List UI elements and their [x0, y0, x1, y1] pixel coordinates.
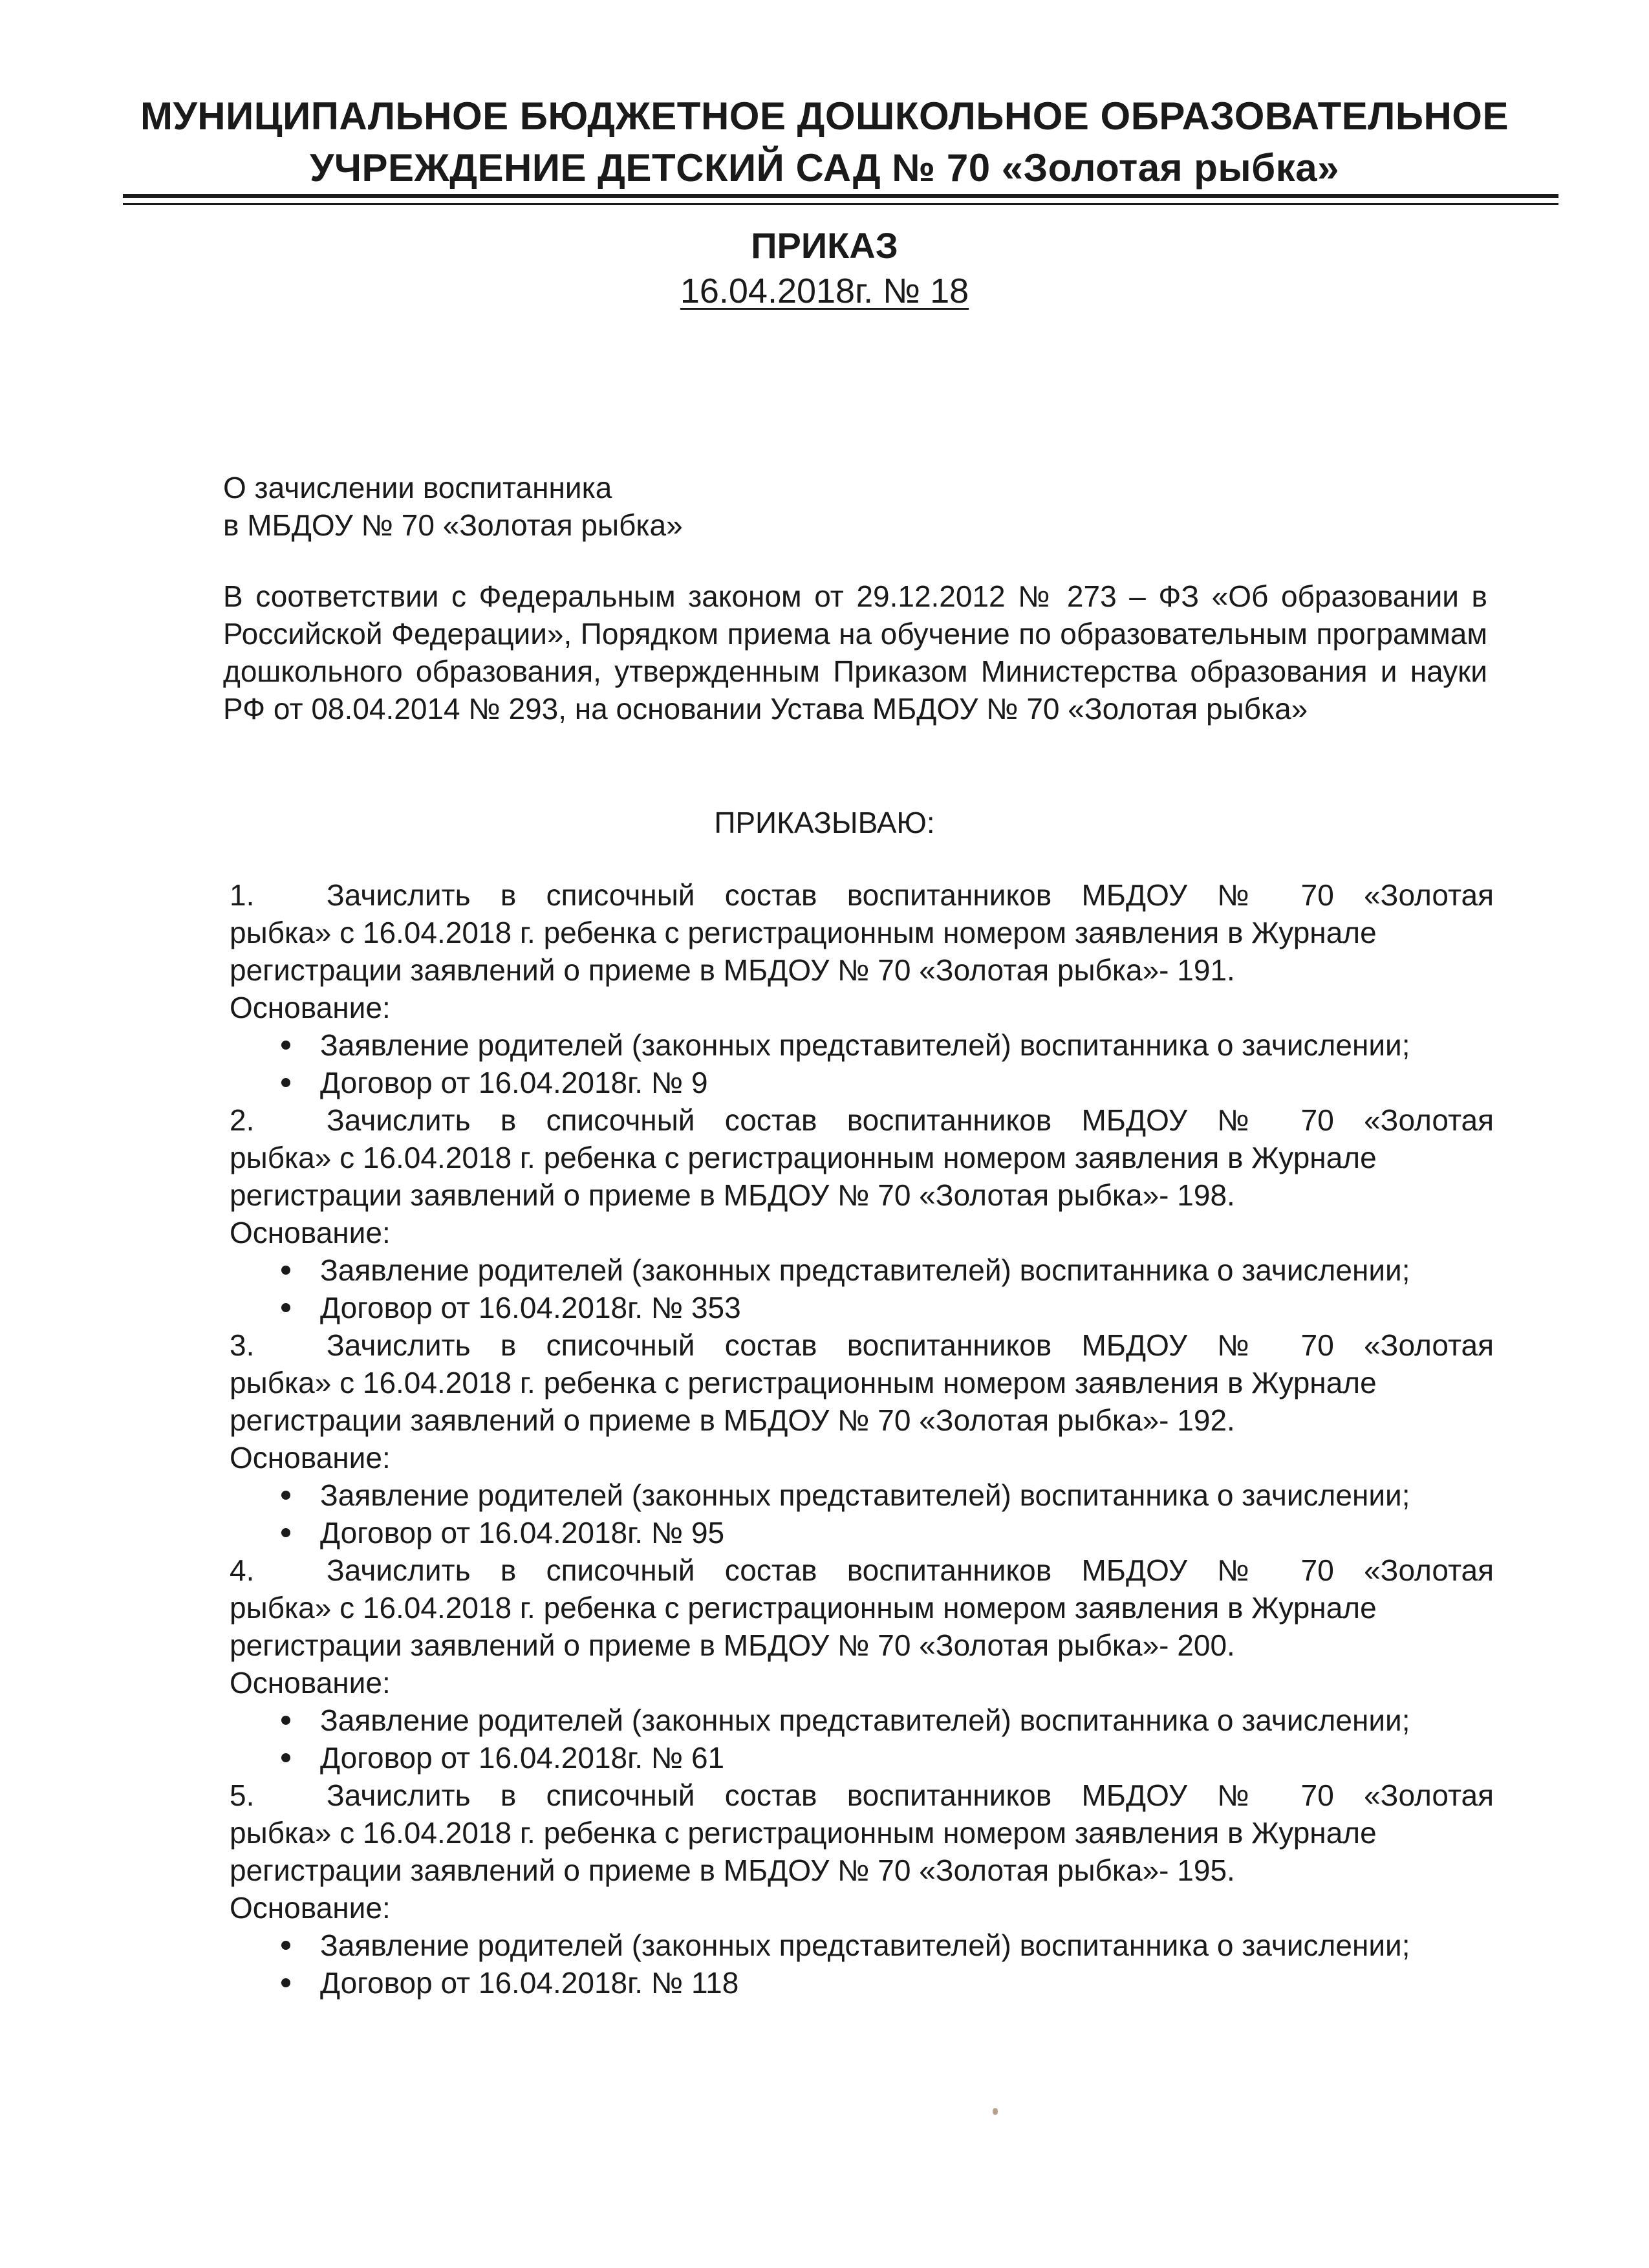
enrollment-item: [230, 876, 1494, 1101]
basis-bullet-text: Заявление родителей (законных представителей) воспитанника о зачислении;: [320, 1028, 1410, 1062]
basis-bullet: [281, 1701, 1494, 1739]
basis-bullet: [281, 1514, 1494, 1551]
basis-bullet-text: Договор от 16.04.2018г. № 61: [320, 1741, 725, 1775]
subject-line-1: О зачислении воспитанника: [223, 471, 612, 504]
command-heading: ПРИКАЗЫВАЮ:: [714, 806, 935, 839]
item-text-line: регистрации заявлений о приеме в МБДОУ № 70 «Золотая рыбка»- 195.: [230, 1853, 1235, 1887]
basis-bullet-text: Заявление родителей (законных представителей) воспитанника о зачислении;: [320, 1703, 1410, 1737]
item-first-line: Зачислить в списочный состав воспитанников МБДОУ № 70 «Золотая: [327, 1328, 1494, 1362]
bullet-dot-icon: [281, 1753, 290, 1762]
item-number: 1.: [230, 878, 255, 912]
item-basis-label: Основание:: [230, 991, 391, 1024]
basis-bullet-text: Договор от 16.04.2018г. № 353: [320, 1291, 741, 1324]
bullet-dot-icon: [281, 1716, 290, 1725]
enrollment-items: [230, 876, 1494, 2002]
item-basis-label: Основание:: [230, 1666, 391, 1700]
organization-header: [0, 91, 1649, 194]
item-number: 4.: [230, 1553, 255, 1587]
item-text-line: регистрации заявлений о приеме в МБДОУ № 70 «Золотая рыбка»- 192.: [230, 1403, 1235, 1437]
header-rule-thin: [123, 203, 1558, 205]
item-first-line: Зачислить в списочный состав воспитанников МБДОУ № 70 «Золотая: [327, 1778, 1494, 1812]
item-number: 5.: [230, 1778, 255, 1812]
enrollment-item: [230, 1326, 1494, 1551]
item-basis-list: [230, 1701, 1494, 1777]
item-text-line: рыбка» с 16.04.2018 г. ребенка с регистрационным номером заявления в Журнале: [230, 916, 1377, 949]
item-basis-list: [230, 1251, 1494, 1326]
item-basis-label: Основание:: [230, 1441, 391, 1474]
item-text-line: регистрации заявлений о приеме в МБДОУ № 70 «Золотая рыбка»- 200.: [230, 1628, 1235, 1662]
item-text-line: рыбка» с 16.04.2018 г. ребенка с регистрационным номером заявления в Журнале: [230, 1591, 1377, 1625]
bullet-dot-icon: [281, 1266, 290, 1275]
enrollment-item: [230, 1101, 1494, 1326]
basis-bullet-text: Договор от 16.04.2018г. № 118: [320, 1966, 739, 2000]
item-first-line: Зачислить в списочный состав воспитанников МБДОУ № 70 «Золотая: [327, 1103, 1494, 1137]
bullet-dot-icon: [281, 1303, 290, 1312]
item-basis-list: [230, 1927, 1494, 2002]
preamble-paragraph: В соответствии с Федеральным законом от 29.12.2012 № 273 – ФЗ «Об образовании в Российской Федерации», Порядком приема на обучение по образовательным программам дошкольного образования, утвержденным Приказом Министерства образования и науки РФ от 08.04.2014 № 293, на основании Устава МБДОУ № 70 «Золотая рыбка»: [223, 579, 1487, 726]
organization-line-2: УЧРЕЖДЕНИЕ ДЕТСКИЙ САД № 70 «Золотая рыбка»: [310, 146, 1339, 189]
item-first-line: Зачислить в списочный состав воспитанников МБДОУ № 70 «Золотая: [327, 878, 1494, 912]
basis-bullet: [281, 1927, 1494, 1964]
subject-line-2: в МБДОУ № 70 «Золотая рыбка»: [223, 508, 683, 542]
basis-bullet: [281, 1476, 1494, 1514]
bullet-dot-icon: [281, 1978, 290, 1987]
order-subject: [223, 469, 1258, 544]
basis-bullet: [281, 1289, 1494, 1326]
order-date-number-text: 16.04.2018г. № 18: [680, 272, 969, 310]
item-basis-label: Основание:: [230, 1216, 391, 1249]
enrollment-item: [230, 1777, 1494, 2002]
basis-bullet: [281, 1026, 1494, 1064]
item-first-line: Зачислить в списочный состав воспитанников МБДОУ № 70 «Золотая: [327, 1553, 1494, 1587]
item-text-line: регистрации заявлений о приеме в МБДОУ № 70 «Золотая рыбка»- 198.: [230, 1178, 1235, 1212]
bullet-dot-icon: [281, 1941, 290, 1950]
item-number: 3.: [230, 1328, 255, 1362]
organization-line-1: МУНИЦИПАЛЬНОЕ БЮДЖЕТНОЕ ДОШКОЛЬНОЕ ОБРАЗОВАТЕЛЬНОЕ: [140, 94, 1509, 138]
enrollment-item: [230, 1551, 1494, 1777]
item-number: 2.: [230, 1103, 255, 1137]
basis-bullet: [281, 1739, 1494, 1777]
item-text-line: рыбка» с 16.04.2018 г. ребенка с регистрационным номером заявления в Журнале: [230, 1366, 1377, 1399]
bullet-dot-icon: [281, 1078, 290, 1087]
bullet-dot-icon: [281, 1528, 290, 1537]
item-text-line: рыбка» с 16.04.2018 г. ребенка с регистрационным номером заявления в Журнале: [230, 1816, 1377, 1850]
basis-bullet-text: Договор от 16.04.2018г. № 95: [320, 1516, 725, 1550]
item-basis-label: Основание:: [230, 1891, 391, 1925]
basis-bullet: [281, 1964, 1494, 2002]
item-basis-list: [230, 1026, 1494, 1101]
header-rule-thick: [123, 194, 1558, 198]
scan-speck: [993, 2108, 998, 2115]
order-date-number: [0, 268, 1649, 314]
basis-bullet-text: Заявление родителей (законных представителей) воспитанника о зачислении;: [320, 1253, 1410, 1287]
basis-bullet: [281, 1251, 1494, 1289]
item-text-line: регистрации заявлений о приеме в МБДОУ № 70 «Золотая рыбка»- 191.: [230, 953, 1235, 987]
order-title: ПРИКАЗ: [751, 225, 898, 266]
basis-bullet-text: Заявление родителей (законных представителей) воспитанника о зачислении;: [320, 1928, 1410, 1962]
basis-bullet: [281, 1064, 1494, 1101]
bullet-dot-icon: [281, 1491, 290, 1500]
item-basis-list: [230, 1476, 1494, 1551]
basis-bullet-text: Договор от 16.04.2018г. № 9: [320, 1066, 708, 1099]
item-text-line: рыбка» с 16.04.2018 г. ребенка с регистрационным номером заявления в Журнале: [230, 1141, 1377, 1174]
basis-bullet-text: Заявление родителей (законных представителей) воспитанника о зачислении;: [320, 1478, 1410, 1512]
bullet-dot-icon: [281, 1041, 290, 1050]
